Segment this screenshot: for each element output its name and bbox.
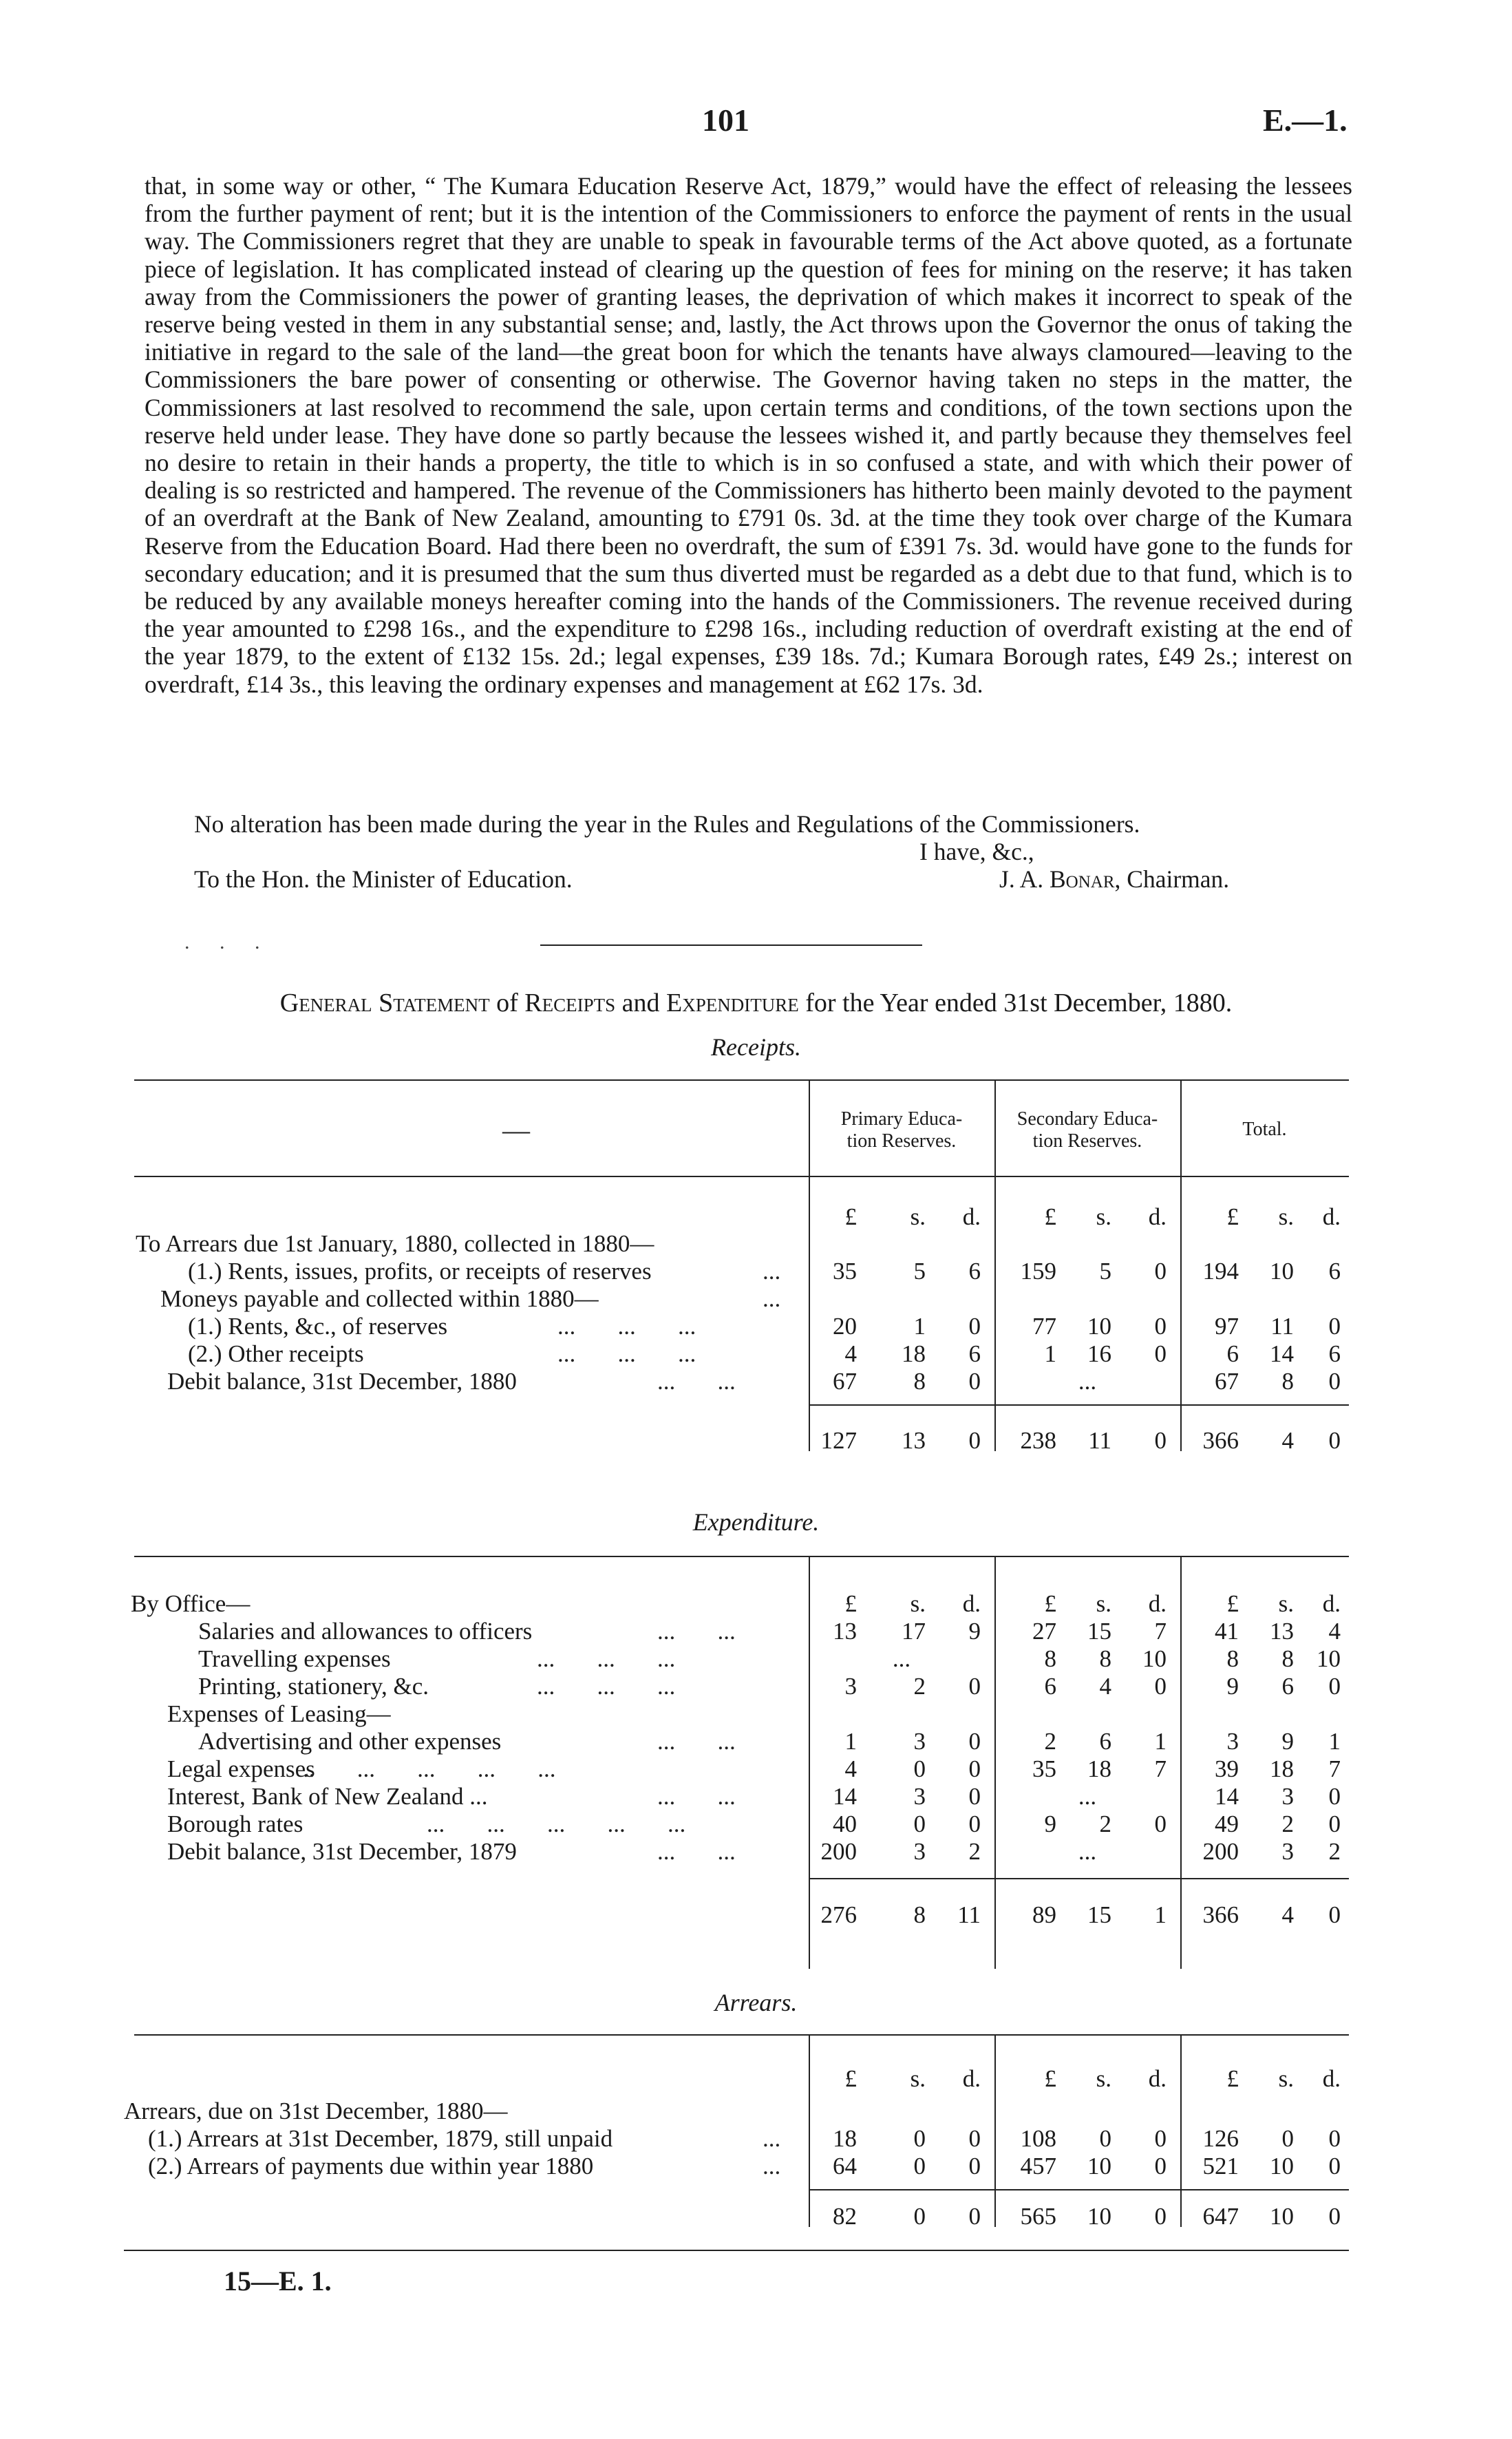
arrears-total-p-pence: 0 — [968, 2203, 981, 2230]
expenditure-row-5-t-pence: 7 — [1328, 1755, 1341, 1782]
receipts-row-3-p-pounds: 4 — [844, 1340, 857, 1367]
expenditure-row-5-s-pence: 7 — [1154, 1755, 1167, 1782]
expenditure-row-5-p-pounds: 4 — [844, 1755, 857, 1782]
expenditure-row-5-p-pence: 0 — [968, 1755, 981, 1782]
expenditure-row-2-s-shillings: 4 — [1099, 1673, 1111, 1700]
receipts-total-t-shillings: 4 — [1281, 1427, 1294, 1454]
separator-dots: . . . — [184, 931, 273, 953]
expenditure-row-7-s-shillings: 2 — [1099, 1810, 1111, 1837]
receipts-row-label: (1.) Rents, &c., of reserves — [188, 1313, 448, 1340]
expenditure-row-1-p-pounds: ... — [892, 1645, 911, 1672]
expenditure-row-label: Advertising and other expenses — [198, 1728, 502, 1755]
receipts-row-0-t-pounds: 194 — [1202, 1258, 1239, 1285]
receipts-row-0-s-shillings: 5 — [1099, 1258, 1111, 1285]
receipts-total-s-pence: 0 — [1154, 1427, 1167, 1454]
expenditure-heading: Expenditure. — [692, 1508, 820, 1536]
expenditure-row-leader: ... ... — [657, 1783, 736, 1810]
alteration-line: No alteration has been made during the year in the Rules and Regulations of the Commissioners. — [194, 810, 1140, 838]
receipts-currency-t-shilling-sign: s. — [1278, 1203, 1294, 1230]
expenditure-row-4-t-pence: 1 — [1328, 1728, 1341, 1755]
receipts-row-3-p-shillings: 18 — [902, 1340, 926, 1367]
receipts-row-4-t-pounds: 67 — [1215, 1368, 1239, 1395]
arrears-currency-t-pound-sign: £ — [1226, 2065, 1239, 2092]
arrears-row-label: (2.) Arrears of payments due within year 1880 — [148, 2153, 594, 2179]
arrears-row-1-p-pence: 0 — [968, 2153, 981, 2179]
expenditure-group-label: By Office— — [131, 1590, 251, 1617]
receipts-row-4-t-pence: 0 — [1328, 1368, 1341, 1395]
receipts-total-s-shillings: 11 — [1088, 1427, 1111, 1454]
receipts-heading: Receipts. — [711, 1033, 801, 1061]
arrears-row-1-t-shillings: 10 — [1270, 2153, 1294, 2179]
col-primary-header: Primary Educa- tion Reserves. — [840, 1108, 963, 1152]
receipts-row-2-p-shillings: 1 — [913, 1313, 926, 1340]
expenditure-row-0-t-shillings: 13 — [1270, 1618, 1294, 1645]
title-receipts: Receipts — [524, 989, 616, 1017]
receipts-row-leader: ... ... ... — [557, 1340, 696, 1367]
expenditure-row-8-t-shillings: 3 — [1281, 1838, 1294, 1865]
expenditure-row-6-p-pence: 0 — [968, 1783, 981, 1810]
arrears-total-t-shillings: 10 — [1270, 2203, 1294, 2230]
receipts-row-2-p-pence: 0 — [968, 1313, 981, 1340]
signature-line — [999, 865, 1412, 893]
arrears-total-s-pence: 0 — [1154, 2203, 1167, 2230]
expenditure-row-label: Debit balance, 31st December, 1879 — [167, 1838, 517, 1865]
expenditure-row-4-p-pence: 0 — [968, 1728, 981, 1755]
expenditure-row-5-s-shillings: 18 — [1087, 1755, 1111, 1782]
receipts-row-4-p-pounds: 67 — [833, 1368, 857, 1395]
expenditure-row-1-t-shillings: 8 — [1281, 1645, 1294, 1672]
expenditure-row-4-t-pounds: 3 — [1226, 1728, 1239, 1755]
expenditure-row-label: Interest, Bank of New Zealand ... — [167, 1783, 488, 1810]
expenditure-row-7-t-shillings: 2 — [1281, 1810, 1294, 1837]
receipts-total-t-pence: 0 — [1328, 1427, 1341, 1454]
expenditure-row-0-p-shillings: 17 — [902, 1618, 926, 1645]
expenditure-total-p-pounds: 276 — [820, 1901, 857, 1928]
expenditure-row-leader: .. ... ... ... ... — [303, 1755, 556, 1782]
arrears-row-0-t-shillings: 0 — [1281, 2125, 1294, 2152]
receipts-row-2-t-shillings: 11 — [1270, 1313, 1294, 1340]
expenditure-row-7-p-pounds: 40 — [833, 1810, 857, 1837]
expenditure-row-8-p-pounds: 200 — [820, 1838, 857, 1865]
arrears-currency-t-shilling-sign: s. — [1278, 2065, 1294, 2092]
expenditure-row-label: Legal expenses — [167, 1755, 315, 1782]
arrears-row-1-p-pounds: 64 — [833, 2153, 857, 2179]
receipts-top-rule — [134, 1079, 1349, 1081]
arrears-row-1-t-pounds: 521 — [1202, 2153, 1239, 2179]
arrears-row-0-s-pence: 0 — [1154, 2125, 1167, 2152]
expenditure-row-4-t-shillings: 9 — [1281, 1728, 1294, 1755]
expenditure-row-0-t-pounds: 41 — [1215, 1618, 1239, 1645]
receipts-row-0-s-pounds: 159 — [1020, 1258, 1056, 1285]
receipts-row-3-t-pence: 6 — [1328, 1340, 1341, 1367]
expenditure-row-5-p-shillings: 0 — [913, 1755, 926, 1782]
arrears-total-s-shillings: 10 — [1087, 2203, 1111, 2230]
col-total-header: Total. — [1242, 1119, 1287, 1140]
expenditure-row-7-t-pence: 0 — [1328, 1810, 1341, 1837]
arrears-row-0-s-pounds: 108 — [1020, 2125, 1056, 2152]
expenditure-row-5-s-pounds: 35 — [1032, 1755, 1056, 1782]
receipts-head-vline-1 — [809, 1079, 810, 1176]
expenditure-row-0-t-pence: 4 — [1328, 1618, 1341, 1645]
title-and: and — [615, 989, 667, 1017]
expenditure-currency-s-shilling-sign: s. — [1096, 1590, 1111, 1617]
receipts-row-4-s-pounds: ... — [1078, 1368, 1097, 1395]
arrears-row-1-s-pence: 0 — [1154, 2153, 1167, 2179]
receipts-row-3-s-pounds: 1 — [1044, 1340, 1056, 1367]
expenditure-row-4-s-shillings: 6 — [1099, 1728, 1111, 1755]
statement-title — [0, 988, 1512, 1018]
page-number: 101 — [702, 103, 749, 138]
receipts-row-4-p-pence: 0 — [968, 1368, 981, 1395]
expenditure-row-label: Printing, stationery, &c. — [198, 1673, 429, 1700]
receipts-row-0-p-shillings: 5 — [913, 1258, 926, 1285]
receipts-row-label: (1.) Rents, issues, profits, or receipts of reserves — [188, 1258, 652, 1285]
arrears-row-1-s-pounds: 457 — [1020, 2153, 1056, 2179]
col-secondary-header: Secondary Educa- tion Reserves. — [1016, 1108, 1158, 1152]
receipts-total-t-pounds: 366 — [1202, 1427, 1239, 1454]
receipts-row-0-t-pence: 6 — [1328, 1258, 1341, 1285]
expenditure-total-t-pounds: 366 — [1202, 1901, 1239, 1928]
expenditure-total-s-pence: 1 — [1154, 1901, 1167, 1928]
section-divider — [540, 944, 922, 946]
arrears-currency-p-shilling-sign: s. — [910, 2065, 926, 2092]
arrears-total-p-shillings: 0 — [913, 2203, 926, 2230]
expenditure-row-7-s-pence: 0 — [1154, 1810, 1167, 1837]
arrears-row-1-p-shillings: 0 — [913, 2153, 926, 2179]
arrears-total-p-pounds: 82 — [833, 2203, 857, 2230]
particulars-dash: — — [502, 1115, 530, 1145]
expenditure-row-2-t-pounds: 9 — [1226, 1673, 1239, 1700]
receipts-head-vline-3 — [1180, 1079, 1182, 1176]
expenditure-top-rule — [134, 1556, 1349, 1557]
expenditure-currency-p-shilling-sign: s. — [910, 1590, 926, 1617]
report-body — [145, 172, 1352, 698]
expenditure-currency-s-pound-sign: £ — [1044, 1590, 1056, 1617]
expenditure-row-2-t-pence: 0 — [1328, 1673, 1341, 1700]
receipts-head-rule — [134, 1176, 1349, 1177]
arrears-row-0-t-pounds: 126 — [1202, 2125, 1239, 2152]
arrears-total-t-pence: 0 — [1328, 2203, 1341, 2230]
expenditure-row-0-s-shillings: 15 — [1087, 1618, 1111, 1645]
expenditure-row-leader: ... ... — [657, 1728, 736, 1755]
receipts-row-2-t-pounds: 97 — [1215, 1313, 1239, 1340]
arrears-bottom-rule — [124, 2250, 1349, 2251]
expenditure-row-leader: ... ... — [657, 1838, 736, 1865]
title-of: of — [489, 989, 525, 1017]
expenditure-total-t-pence: 0 — [1328, 1901, 1341, 1928]
expenditure-row-0-s-pence: 7 — [1154, 1618, 1167, 1645]
expenditure-row-leader: ... ... ... — [537, 1673, 676, 1700]
expenditure-row-5-t-pounds: 39 — [1215, 1755, 1239, 1782]
title-general-statement: General Statement — [279, 989, 490, 1017]
expenditure-currency-p-pound-sign: £ — [844, 1590, 857, 1617]
receipts-group-label: To Arrears due 1st January, 1880, collected in 1880— — [136, 1230, 654, 1257]
receipts-currency-p-shilling-sign: s. — [910, 1203, 926, 1230]
signature-title: , Chairman. — [1114, 865, 1230, 893]
expenditure-row-4-s-pounds: 2 — [1044, 1728, 1056, 1755]
receipts-row-2-t-pence: 0 — [1328, 1313, 1341, 1340]
arrears-row-1-t-pence: 0 — [1328, 2153, 1341, 2179]
to-minister-line: To the Hon. the Minister of Education. — [194, 865, 573, 893]
receipts-currency-s-pound-sign: £ — [1044, 1203, 1056, 1230]
receipts-currency-s-pence-sign: d. — [1148, 1203, 1167, 1230]
receipts-row-3-s-pence: 0 — [1154, 1340, 1167, 1367]
expenditure-row-6-t-shillings: 3 — [1281, 1783, 1294, 1810]
arrears-row-1-s-shillings: 10 — [1087, 2153, 1111, 2179]
expenditure-row-1-t-pounds: 8 — [1226, 1645, 1239, 1672]
receipts-currency-s-shilling-sign: s. — [1096, 1203, 1111, 1230]
arrears-heading: Arrears. — [714, 1989, 798, 2016]
expenditure-total-s-pounds: 89 — [1032, 1901, 1056, 1928]
receipts-row-3-t-shillings: 14 — [1270, 1340, 1294, 1367]
expenditure-total-s-shillings: 15 — [1087, 1901, 1111, 1928]
arrears-row-0-p-pounds: 18 — [833, 2125, 857, 2152]
signature-initials: J. A. — [999, 865, 1044, 893]
expenditure-row-leader: ... ... ... — [537, 1645, 676, 1672]
expenditure-row-8-p-pence: 2 — [968, 1838, 981, 1865]
expenditure-row-1-t-pence: 10 — [1317, 1645, 1341, 1672]
expenditure-row-6-p-shillings: 3 — [913, 1783, 926, 1810]
expenditure-row-6-s-pounds: ... — [1078, 1783, 1097, 1810]
expenditure-row-label: Salaries and allowances to officers — [198, 1618, 533, 1645]
expenditure-currency-t-pound-sign: £ — [1226, 1590, 1239, 1617]
expenditure-total-t-shillings: 4 — [1281, 1901, 1294, 1928]
expenditure-total-p-pence: 11 — [957, 1901, 981, 1928]
expenditure-currency-t-shilling-sign: s. — [1278, 1590, 1294, 1617]
arrears-currency-t-pence-sign: d. — [1322, 2065, 1341, 2092]
expenditure-row-2-s-pounds: 6 — [1044, 1673, 1056, 1700]
expenditure-row-0-s-pounds: 27 — [1032, 1618, 1056, 1645]
receipts-row-leader: ... — [763, 1285, 781, 1312]
expenditure-row-4-p-pounds: 1 — [844, 1728, 857, 1755]
expenditure-row-4-s-pence: 1 — [1154, 1728, 1167, 1755]
expenditure-row-1-s-shillings: 8 — [1099, 1645, 1111, 1672]
expenditure-row-label: Expenses of Leasing— — [167, 1700, 391, 1727]
arrears-row-leader: ... — [763, 2125, 781, 2152]
expenditure-row-7-p-shillings: 0 — [913, 1810, 926, 1837]
arrears-total-s-pounds: 565 — [1020, 2203, 1056, 2230]
receipts-row-4-t-shillings: 8 — [1281, 1368, 1294, 1395]
receipts-total-s-pounds: 238 — [1020, 1427, 1056, 1454]
expenditure-row-2-t-shillings: 6 — [1281, 1673, 1294, 1700]
body-paragraph: that, in some way or other, “ The Kumara Education Reserve Act, 1879,” would have the effect of releasing the lessees from the further payment of rent; but it is the intention of the Commissioners to enforce the payment of rents in the usual way. The Commissioners regret that they are unable to speak in favourable terms of the Act above quoted, as a fortunate piece of legislation. It has complicated instead of clearing up the question of fees for mining on the reserve; it has taken away from the Commissioners the power of granting leases, the deprivation of which makes it incorrect to speak of the reserve being vested in them in any substantial sense; and, lastly, the Act throws upon the Governor the onus of taking the initiative in regard to the sale of the land—the great boon for which the tenants have always clamoured—leaving to the Commissioners the bare power of consenting or otherwise. The Governor having taken no steps in the matter, the Commissioners at last resolved to recommend the sale, upon certain terms and conditions, of the town sections upon the reserve held under lease. They have done so partly because the lessees wished it, and partly because they themselves feel no desire to retain in their hands a property, the title to which is in so confused a state, and with which their power of dealing is so restricted and hampered. The revenue of the Commissioners has hitherto been mainly devoted to the payment of an overdraft at the Bank of New Zealand, amounting to £791 0s. 3d. at the time they took over charge of the Kumara Reserve from the Education Board. Had there been no overdraft, the sum of £391 7s. 3d. would have gone to the funds for secondary education; and it is presumed that the sum thus diverted must be regarded as a debt due to that fund, which is to be reduced by any available moneys hereafter coming into the hands of the Commissioners. The revenue received during the year amounted to £298 16s., and the expenditure to £298 16s., including reduction of overdraft existing at the end of the year 1879, to the extent of £132 15s. 2d.; legal expenses, £39 18s. 7d.; Kumara Borough rates, £49 2s.; interest on overdraft, £14 3s., this leaving the ordinary expenses and management at £62 17s. 3d. — [145, 172, 1352, 698]
receipts-row-0-p-pence: 6 — [968, 1258, 981, 1285]
receipts-row-2-s-shillings: 10 — [1087, 1313, 1111, 1340]
arrears-currency-s-shilling-sign: s. — [1096, 2065, 1111, 2092]
expenditure-row-8-s-pounds: ... — [1078, 1838, 1097, 1865]
i-have-line: I have, &c., — [919, 838, 1034, 865]
expenditure-row-7-t-pounds: 49 — [1215, 1810, 1239, 1837]
footer-signature: 15—E. 1. — [224, 2266, 332, 2297]
receipts-currency-t-pence-sign: d. — [1322, 1203, 1341, 1230]
expenditure-row-1-s-pence: 10 — [1142, 1645, 1167, 1672]
expenditure-row-2-p-pence: 0 — [968, 1673, 981, 1700]
receipts-row-0-t-shillings: 10 — [1270, 1258, 1294, 1285]
title-expenditure: Expenditure — [666, 989, 799, 1017]
expenditure-row-2-p-pounds: 3 — [844, 1673, 857, 1700]
expenditure-row-6-t-pounds: 14 — [1215, 1783, 1239, 1810]
expenditure-row-1-s-pounds: 8 — [1044, 1645, 1056, 1672]
receipts-row-3-s-shillings: 16 — [1087, 1340, 1111, 1367]
arrears-row-label: (1.) Arrears at 31st December, 1879, still unpaid — [148, 2125, 613, 2152]
expenditure-row-leader: ... ... ... ... ... — [427, 1810, 686, 1837]
expenditure-row-7-p-pence: 0 — [968, 1810, 981, 1837]
expenditure-row-8-t-pence: 2 — [1328, 1838, 1341, 1865]
expenditure-row-0-p-pounds: 13 — [833, 1618, 857, 1645]
expenditure-row-2-s-pence: 0 — [1154, 1673, 1167, 1700]
arrears-row-0-t-pence: 0 — [1328, 2125, 1341, 2152]
arrears-row-0-p-shillings: 0 — [913, 2125, 926, 2152]
expenditure-row-5-t-shillings: 18 — [1270, 1755, 1294, 1782]
expenditure-row-8-t-pounds: 200 — [1202, 1838, 1239, 1865]
receipts-row-leader: ... — [763, 1258, 781, 1285]
expenditure-row-2-p-shillings: 2 — [913, 1673, 926, 1700]
signature-name: Bonar — [1050, 865, 1115, 893]
expenditure-row-7-s-pounds: 9 — [1044, 1810, 1056, 1837]
expenditure-total-p-shillings: 8 — [913, 1901, 926, 1928]
expenditure-currency-s-pence-sign: d. — [1148, 1590, 1167, 1617]
receipts-total-rule — [809, 1404, 1349, 1406]
expenditure-row-6-t-pence: 0 — [1328, 1783, 1341, 1810]
arrears-group-label: Arrears, due on 31st December, 1880— — [124, 2098, 508, 2124]
receipts-row-2-s-pounds: 77 — [1032, 1313, 1056, 1340]
title-year: for the Year ended 31st December, 1880. — [798, 989, 1233, 1017]
receipts-row-leader: ... ... — [657, 1368, 736, 1395]
receipts-row-4-p-shillings: 8 — [913, 1368, 926, 1395]
expenditure-row-0-p-pence: 9 — [968, 1618, 981, 1645]
arrears-currency-s-pound-sign: £ — [1044, 2065, 1056, 2092]
receipts-total-p-shillings: 13 — [902, 1427, 926, 1454]
expenditure-currency-p-pence-sign: d. — [962, 1590, 981, 1617]
expenditure-row-label: Borough rates — [167, 1810, 304, 1837]
page-header — [0, 102, 1512, 143]
arrears-top-rule — [134, 2034, 1349, 2036]
receipts-row-3-p-pence: 6 — [968, 1340, 981, 1367]
receipts-row-leader: ... ... ... — [557, 1313, 696, 1340]
receipts-row-label: Debit balance, 31st December, 1880 — [167, 1368, 517, 1395]
expenditure-total-rule — [809, 1878, 1349, 1879]
arrears-currency-s-pence-sign: d. — [1148, 2065, 1167, 2092]
arrears-total-t-pounds: 647 — [1202, 2203, 1239, 2230]
receipts-currency-p-pound-sign: £ — [844, 1203, 857, 1230]
receipts-row-3-t-pounds: 6 — [1226, 1340, 1239, 1367]
receipts-row-0-p-pounds: 35 — [833, 1258, 857, 1285]
receipts-total-p-pounds: 127 — [820, 1427, 857, 1454]
receipts-row-2-p-pounds: 20 — [833, 1313, 857, 1340]
expenditure-currency-t-pence-sign: d. — [1322, 1590, 1341, 1617]
arrears-row-0-p-pence: 0 — [968, 2125, 981, 2152]
expenditure-row-4-p-shillings: 3 — [913, 1728, 926, 1755]
receipts-row-label: (2.) Other receipts — [188, 1340, 364, 1367]
receipts-row-2-s-pence: 0 — [1154, 1313, 1167, 1340]
receipts-row-label: Moneys payable and collected within 1880— — [160, 1285, 599, 1312]
receipts-row-0-s-pence: 0 — [1154, 1258, 1167, 1285]
receipts-total-p-pence: 0 — [968, 1427, 981, 1454]
expenditure-row-label: Travelling expenses — [198, 1645, 391, 1672]
receipts-currency-t-pound-sign: £ — [1226, 1203, 1239, 1230]
arrears-currency-p-pound-sign: £ — [844, 2065, 857, 2092]
page-ref: E.—1. — [1263, 103, 1348, 138]
expenditure-row-6-p-pounds: 14 — [833, 1783, 857, 1810]
receipts-head-vline-2 — [994, 1079, 996, 1176]
arrears-total-rule — [809, 2189, 1349, 2190]
expenditure-row-8-p-shillings: 3 — [913, 1838, 926, 1865]
expenditure-row-leader: ... ... — [657, 1618, 736, 1645]
arrears-row-0-s-shillings: 0 — [1099, 2125, 1111, 2152]
receipts-currency-p-pence-sign: d. — [962, 1203, 981, 1230]
arrears-row-leader: ... — [763, 2153, 781, 2179]
arrears-currency-p-pence-sign: d. — [962, 2065, 981, 2092]
